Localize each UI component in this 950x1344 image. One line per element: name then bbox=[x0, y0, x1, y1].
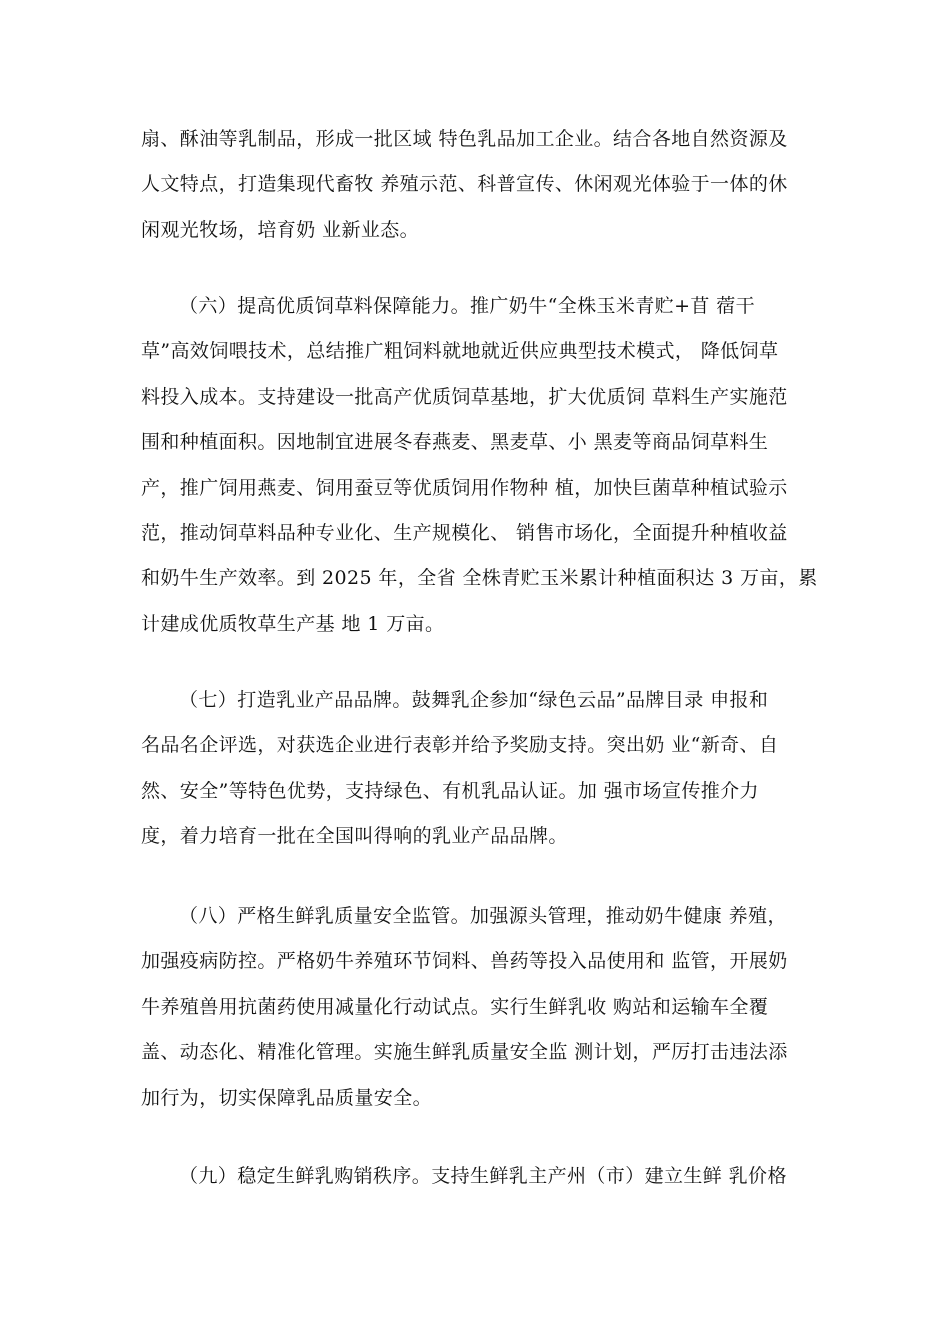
text-line: 扇、酥油等乳制品，形成一批区域 特色乳品加工企业。结合各地自然资源及 bbox=[141, 128, 788, 150]
text-line: （八）严格生鲜乳质量安全监管。加强源头管理，推动奶牛健康 养殖， bbox=[179, 905, 787, 927]
paragraph-forage-capacity bbox=[141, 284, 831, 647]
text-line: 加强疫病防控。严格奶牛养殖环节饲料、兽药等投入品使用和 监管，开展奶 bbox=[141, 950, 788, 973]
text-line: 盖、动态化、精准化管理。实施生鲜乳质量安全监 测计划，严厉打击违法添 bbox=[141, 1041, 788, 1064]
text-line: 草”高效饲喂技术，总结推广粗饲料就地就近供应典型技术模式， 降低饲草 bbox=[141, 340, 779, 363]
text-line: 计建成优质牧草生产基 地 1 万亩。 bbox=[141, 612, 445, 635]
text-line: 闲观光牧场，培育奶 业新业态。 bbox=[141, 218, 420, 241]
text-line: 产，推广饲用燕麦、饲用蚕豆等优质饲用作物种 植，加快巨菌草种植试验示 bbox=[141, 476, 788, 499]
text-line: （六）提高优质饲草料保障能力。推广奶牛“全株玉米青贮+苜 蓿干 bbox=[179, 295, 756, 317]
text-line: （九）稳定生鲜乳购销秩序。支持生鲜乳主产州（市）建立生鲜 乳价格 bbox=[179, 1165, 787, 1187]
text-line: 加行为，切实保障乳品质量安全。 bbox=[141, 1086, 433, 1109]
text-line: 名品名企评选，对获选企业进行表彰并给予奖励支持。突出奶 业“新奇、自 bbox=[141, 734, 779, 757]
text-line: 人文特点，打造集现代畜牧 养殖示范、科普宣传、休闲观光体验于一体的休 bbox=[141, 173, 788, 196]
text-line: 料投入成本。支持建设一批高产优质饲草基地，扩大优质饲 草料生产实施范 bbox=[141, 385, 788, 408]
text-line: （七）打造乳业产品品牌。鼓舞乳企参加“绿色云品”品牌目录 申报和 bbox=[179, 689, 769, 711]
text-line: 度，着力培育一批在全国叫得响的乳业产品品牌。 bbox=[141, 825, 568, 848]
text-line: 和奶牛生产效率。到 2025 年，全省 全株青贮玉米累计种植面积达 3 万亩，累 bbox=[141, 567, 818, 590]
text-line: 然、安全”等特色优势，支持绿色、有机乳品认证。加 强市场宣传推介力 bbox=[141, 779, 759, 802]
text-line: 牛养殖兽用抗菌药使用减量化行动试点。实行生鲜乳收 购站和运输车全覆 bbox=[141, 995, 769, 1018]
paragraph-dairy-processing bbox=[141, 117, 831, 253]
text-line: 围和种植面积。因地制宜进展冬春燕麦、黑麦草、小 黑麦等商品饲草料生 bbox=[141, 431, 769, 454]
paragraph-purchase-order bbox=[141, 1154, 831, 1199]
paragraph-quality-supervision bbox=[141, 894, 831, 1121]
paragraph-brand-building bbox=[141, 678, 831, 860]
text-line: 范，推动饲草料品种专业化、生产规模化、 销售市场化，全面提升种植收益 bbox=[141, 521, 788, 544]
